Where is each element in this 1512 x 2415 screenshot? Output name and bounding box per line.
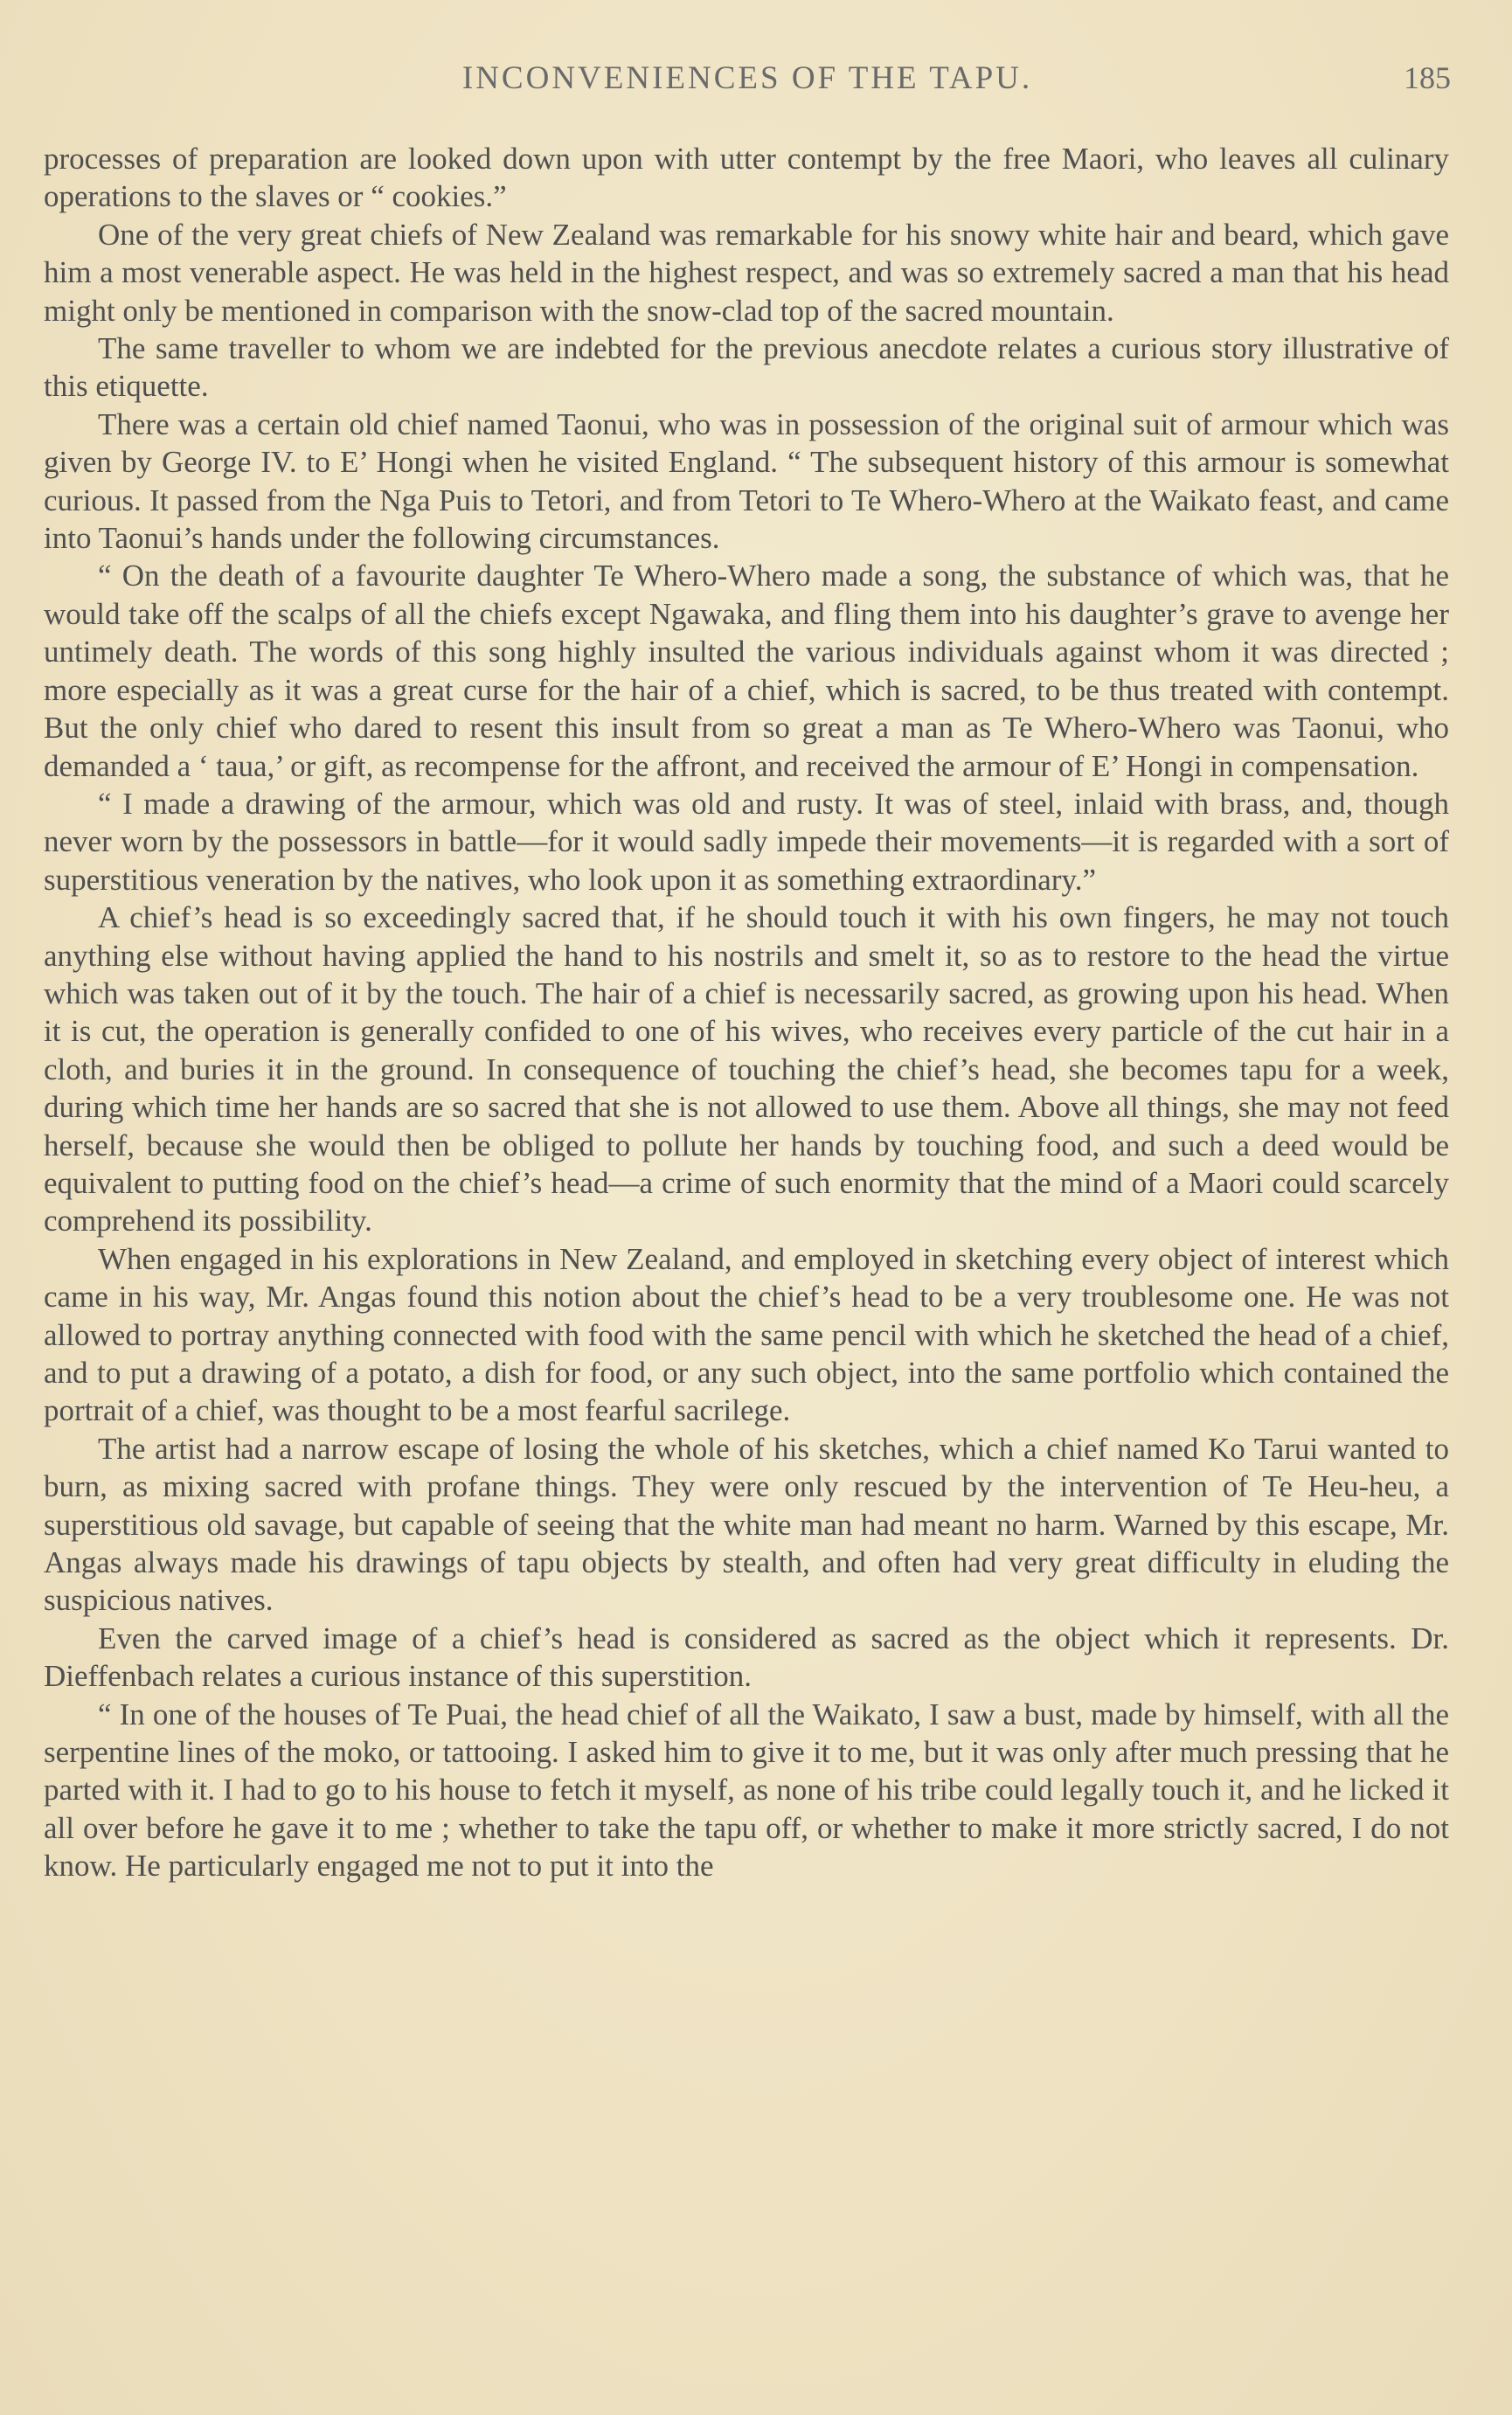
paragraph: “ I made a drawing of the armour, which was old and rusty. It was of steel, inlaid with brass, and, though never worn by the possessors in battle—for it would sadly impede their movements—it is regarded with a sort of superstitious veneration by the natives, who look upon it as something extraordinary.” [44, 786, 1449, 897]
paragraph: “ In one of the houses of Te Puai, the head chief of all the Waikato, I saw a bust, made by himself, with all the serpentine lines of the moko, or tattooing. I asked him to give it to me, but it was only after much pressing that he parted with it. I had to go to his house to fetch it myself, as none of his tribe could legally touch it, and he licked it all over before he gave it to me ; whether to take the tapu off, or whether to make it more strictly sacred, I do not know. He particularly engaged me not to put it into the [44, 1697, 1449, 1884]
running-title: INCONVENIENCES OF THE TAPU. [461, 60, 1033, 96]
running-head [44, 59, 1451, 112]
paragraph: The same traveller to whom we are indebted for the previous anecdote relates a curious story illustrative of this etiquette. [44, 331, 1449, 404]
paragraph: There was a certain old chief named Taonui, who was in possession of the original suit of armour which was given by George IV. to E’ Hongi when he visited England. “ The subsequent history of this armour is somewhat curious. It passed from the Nga Puis to Tetori, and from Tetori to Te Whero-Whero at the Waikato feast, and came into Taonui’s hands under the following circumstances. [44, 406, 1449, 556]
paragraph: Even the carved image of a chief’s head is considered as sacred as the object which it represents. Dr. Dieffenbach relates a curious instance of this superstition. [44, 1620, 1449, 1694]
paragraph: A chief’s head is so exceedingly sacred that, if he should touch it with his own fingers, he may not touch anything else without having applied the hand to his nostrils and smelt it, so as to restore to the head the virtue which was taken out of it by the touch. The hair of a chief is necessarily sacred, as growing upon his head. When it is cut, the operation is generally confided to one of his wives, who receives every particle of the cut hair in a cloth, and buries it in the ground. In consequence of touching the chief’s head, she becomes tapu for a week, during which time her hands are so sacred that she is not allowed to use them. Above all things, she may not feed herself, because she would then be obliged to pollute her hands by touching food, and such a deed would be equivalent to putting food on the chief’s head—a crime of such enormity that the mind of a Maori could scarcely comprehend its possibility. [44, 900, 1449, 1239]
paragraph: processes of preparation are looked down upon with utter contempt by the free Maori, who leaves all culinary operations to the slaves or “ cookies.” [44, 142, 1449, 214]
page-number: 185 [1404, 60, 1451, 95]
paragraph: “ On the death of a favourite daughter Te Whero-Whero made a song, the substance of which was, that he would take off the scalps of all the chiefs except Ngawaka, and fling them into his daughter’s grave to avenge her untimely death. The words of this song highly insulted the various individuals against whom it was directed ; more especially as it was a great curse for the hair of a chief, which is sacred, to be thus treated with contempt. But the only chief who dared to resent this insult from so great a man as Te Whero-Whero was Taonui, who demanded a ‘ taua,’ or gift, as recompense for the affront, and received the armour of E’ Hongi in compensation. [44, 559, 1449, 783]
paragraph: One of the very great chiefs of New Zealand was remarkable for his snowy white hair and beard, which gave him a most venerable aspect. He was held in the highest respect, and was so extremely sacred a man that his head might only be mentioned in comparison with the snow-clad top of the sacred mountain. [44, 217, 1449, 328]
body-text [44, 140, 1449, 1885]
paragraph: When engaged in his explorations in New Zealand, and employed in sketching every object of interest which came in his way, Mr. Angas found this notion about the chief’s head to be a very troublesome one. He was not allowed to portray anything connected with food with the same pencil with which he sketched the head of a chief, and to put a drawing of a potato, a dish for food, or any such object, into the same portfolio which contained the portrait of a chief, was thought to be a most fearful sacrilege. [44, 1241, 1449, 1428]
paragraph: The artist had a narrow escape of losing the whole of his sketches, which a chief named Ko Tarui wanted to burn, as mixing sacred with profane things. They were only rescued by the intervention of Te Heu-heu, a superstitious old savage, but capable of seeing that the white man had meant no harm. Warned by this escape, Mr. Angas always made his drawings of tapu objects by stealth, and often had very great difficulty in eluding the suspicious natives. [44, 1431, 1449, 1618]
